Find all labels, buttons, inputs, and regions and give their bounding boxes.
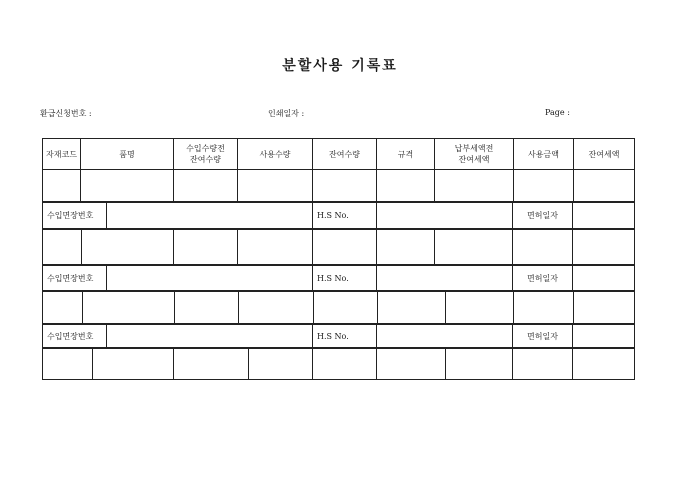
data-cell[interactable] bbox=[377, 348, 446, 380]
import-license-no-value[interactable] bbox=[107, 324, 313, 349]
header-material-code: 자재코드 bbox=[43, 139, 81, 170]
hs-no-value[interactable] bbox=[377, 324, 513, 349]
header-remaining-qty: 잔여수량 bbox=[313, 139, 377, 170]
data-cell[interactable] bbox=[446, 291, 514, 325]
document-title: 분할사용 기록표 bbox=[282, 58, 398, 74]
license-date-value[interactable] bbox=[573, 324, 635, 349]
import-license-no-label: 수입면장번호 bbox=[43, 324, 107, 349]
data-cell[interactable] bbox=[435, 170, 514, 203]
data-cell[interactable] bbox=[377, 229, 435, 266]
data-cell[interactable] bbox=[314, 291, 378, 325]
header-tax-line1: 납부세액전 bbox=[454, 144, 494, 153]
import-license-no-value[interactable] bbox=[107, 265, 313, 292]
item-data-row bbox=[42, 347, 635, 380]
header-usage-amount: 사용금액 bbox=[514, 139, 574, 170]
import-group-row bbox=[42, 201, 635, 230]
data-cell[interactable] bbox=[446, 348, 513, 380]
item-data-row bbox=[42, 228, 635, 266]
data-cell[interactable] bbox=[313, 170, 377, 203]
page-label: Page : bbox=[545, 108, 570, 117]
data-cell[interactable] bbox=[574, 170, 635, 203]
data-cell[interactable] bbox=[378, 291, 446, 325]
header-remaining-tax: 잔여세액 bbox=[574, 139, 635, 170]
data-cell[interactable] bbox=[435, 229, 513, 266]
data-cell[interactable] bbox=[514, 291, 574, 325]
data-cell[interactable] bbox=[514, 170, 574, 203]
data-cell[interactable] bbox=[238, 170, 313, 203]
header-item-name: 품명 bbox=[81, 139, 174, 170]
header-import-qty-line2: 잔여수량 bbox=[190, 155, 221, 164]
data-cell[interactable] bbox=[313, 348, 377, 380]
refund-request-no-label: 환급신청번호 : bbox=[40, 109, 92, 118]
license-date-label: 면허일자 bbox=[513, 202, 573, 230]
data-cell[interactable] bbox=[43, 348, 93, 380]
data-cell[interactable] bbox=[174, 170, 238, 203]
header-import-qty-line1: 수입수량전 bbox=[186, 144, 225, 153]
import-license-no-value[interactable] bbox=[107, 202, 313, 230]
data-cell[interactable] bbox=[513, 348, 573, 380]
import-group-row bbox=[42, 264, 635, 292]
data-cell[interactable] bbox=[83, 291, 175, 325]
header-import-qty bbox=[174, 139, 238, 170]
data-row bbox=[43, 170, 635, 203]
header-spec: 규격 bbox=[377, 139, 435, 170]
data-cell[interactable] bbox=[313, 229, 377, 266]
header-tax bbox=[435, 139, 514, 170]
header-usage-qty: 사용수량 bbox=[238, 139, 313, 170]
data-cell[interactable] bbox=[175, 291, 239, 325]
import-license-no-label: 수입면장번호 bbox=[43, 265, 107, 292]
hs-no-label: H.S No. bbox=[313, 202, 377, 230]
data-cell[interactable] bbox=[43, 229, 82, 266]
hs-no-value[interactable] bbox=[377, 265, 513, 292]
data-cell[interactable] bbox=[81, 170, 174, 203]
header-row bbox=[43, 139, 635, 170]
data-cell[interactable] bbox=[239, 291, 314, 325]
data-cell[interactable] bbox=[43, 170, 81, 203]
data-cell[interactable] bbox=[249, 348, 313, 380]
import-license-no-label: 수입면장번호 bbox=[43, 202, 107, 230]
data-cell[interactable] bbox=[513, 229, 573, 266]
import-group-row bbox=[42, 323, 635, 349]
data-cell[interactable] bbox=[93, 348, 174, 380]
license-date-value[interactable] bbox=[573, 202, 635, 230]
data-cell[interactable] bbox=[43, 291, 83, 325]
header-tax-line2: 잔여세액 bbox=[458, 155, 490, 164]
item-data-row bbox=[42, 290, 635, 325]
print-date-label: 인쇄일자 : bbox=[268, 109, 305, 118]
license-date-label: 면허일자 bbox=[513, 265, 573, 292]
data-cell[interactable] bbox=[174, 229, 238, 266]
data-cell[interactable] bbox=[238, 229, 313, 266]
data-cell[interactable] bbox=[377, 170, 435, 203]
hs-no-label: H.S No. bbox=[313, 324, 377, 349]
hs-no-value[interactable] bbox=[377, 202, 513, 230]
record-header-table bbox=[42, 138, 635, 203]
data-cell[interactable] bbox=[82, 229, 174, 266]
data-cell[interactable] bbox=[574, 291, 635, 325]
license-date-label: 면허일자 bbox=[513, 324, 573, 349]
data-cell[interactable] bbox=[174, 348, 249, 380]
hs-no-label: H.S No. bbox=[313, 265, 377, 292]
data-cell[interactable] bbox=[573, 348, 635, 380]
data-cell[interactable] bbox=[573, 229, 635, 266]
license-date-value[interactable] bbox=[573, 265, 635, 292]
